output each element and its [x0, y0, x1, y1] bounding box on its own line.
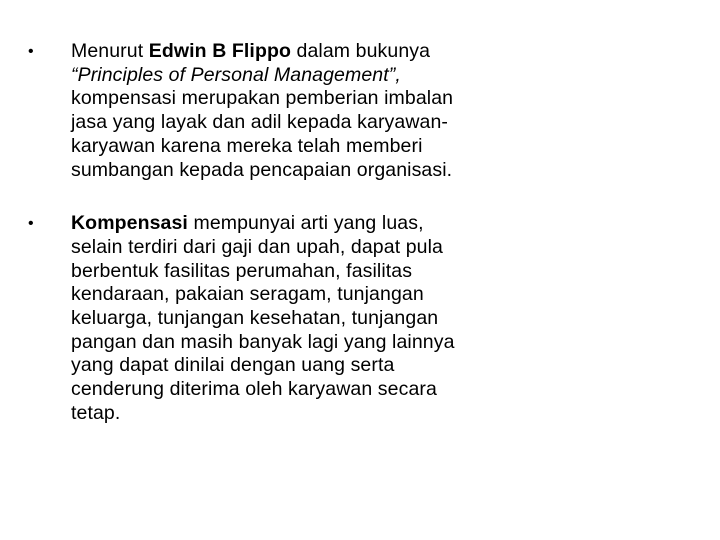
text-line: selain terdiri dari gaji dan upah, dapat pula	[71, 235, 444, 258]
text-line: berbentuk fasilitas perumahan, fasilitas	[71, 259, 413, 282]
text-line: kompensasi merupakan pemberian imbalan	[71, 87, 454, 110]
text-line: tetap.	[71, 401, 121, 424]
text-line: jasa yang layak dan adil kepada karyawan-	[71, 111, 448, 134]
text-line	[71, 40, 528, 64]
bullet-list	[28, 40, 528, 426]
author-name: Edwin B Flippo	[148, 40, 291, 62]
text-line: kendaraan, pakaian seragam, tunjangan	[71, 283, 424, 306]
book-title: “Principles of Personal Management”,	[71, 63, 401, 86]
text-line	[71, 212, 528, 236]
text-line: pangan dan masih banyak lagi yang lainnya	[71, 330, 455, 353]
text-line: yang dapat dinilai dengan uang serta	[71, 354, 395, 377]
text-run: dalam bukunya	[290, 40, 431, 62]
bullet-dot-icon: •	[28, 43, 34, 60]
text-line: karyawan karena mereka telah memberi	[71, 134, 423, 157]
bullet-flippo-definition	[28, 40, 528, 182]
text-line: keluarga, tunjangan kesehatan, tunjangan	[71, 307, 439, 330]
bullet-kompensasi-scope	[28, 212, 528, 425]
text-line: sumbangan kepada pencapaian organisasi.	[71, 158, 453, 181]
text-run: mempunyai arti yang luas,	[187, 212, 424, 235]
term-kompensasi: Kompensasi	[71, 212, 188, 235]
text-line: cenderung diterima oleh karyawan secara	[71, 378, 437, 401]
bullet-dot-icon: •	[28, 215, 34, 233]
text-run: Menurut	[71, 40, 149, 62]
